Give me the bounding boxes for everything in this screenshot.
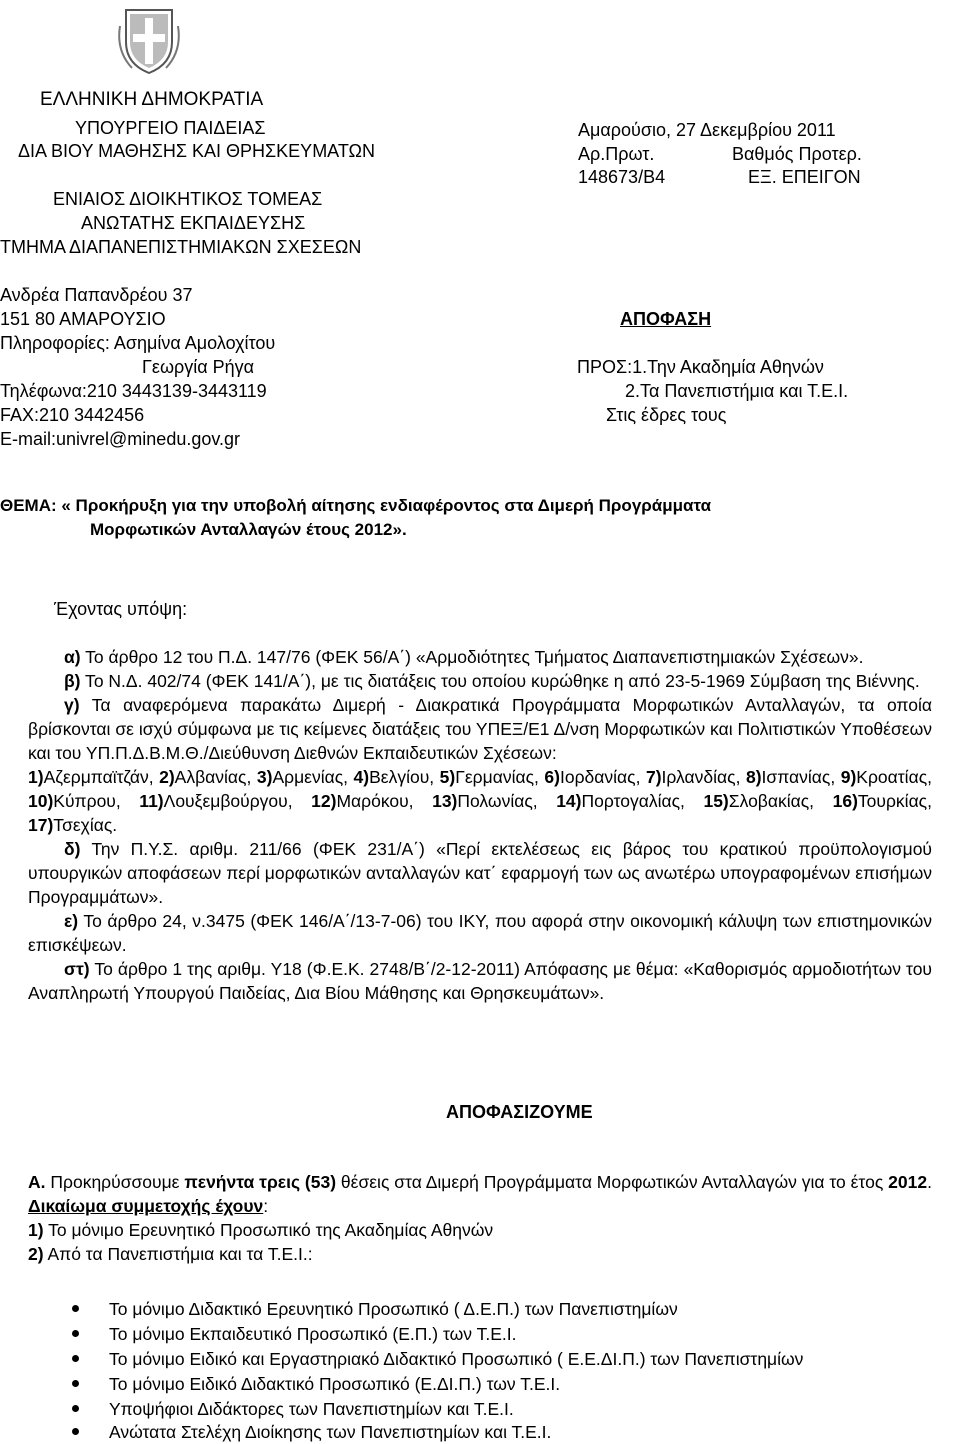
coat-of-arms-icon bbox=[118, 6, 180, 76]
date-line: Αμαρούσιο, 27 Δεκεμβρίου 2011 bbox=[578, 120, 836, 140]
bullet-item: Το μόνιμο Διδακτικό Ερευνητικό Προσωπικό ( Δ.Ε.Π.) των Πανεπιστημίων bbox=[72, 1297, 678, 1321]
country-name: Πολωνίας, bbox=[457, 791, 557, 811]
eligibility-item-2: 2) Από τα Πανεπιστήμια και τα Τ.Ε.Ι.: bbox=[28, 1244, 313, 1264]
bullet-item: Υποψήφιοι Διδάκτορες των Πανεπιστημίων και Τ.Ε.Ι. bbox=[72, 1397, 514, 1421]
subject-line-1: ΘΕΜΑ: « Προκήρυξη για την υποβολή αίτησης ενδιαφέροντος στα Διμερή Προγράμματα bbox=[0, 496, 712, 515]
bullet-item: Το μόνιμο Εκπαιδευτικό Προσωπικό (Ε.Π.) των Τ.Ε.Ι. bbox=[72, 1322, 517, 1346]
country-name: Μαρόκου, bbox=[336, 791, 433, 811]
priority-label: Βαθμός Προτερ. bbox=[732, 144, 862, 164]
ministry-line-2: ΔΙΑ ΒΙΟΥ ΜΑΘΗΣΗΣ ΚΑΙ ΘΡΗΣΚΕΥΜΑΤΩΝ bbox=[18, 141, 375, 161]
phones-line: Τηλέφωνα:210 3443139-3443119 bbox=[0, 381, 267, 401]
item-f: στ) Το άρθρο 1 της αριθμ. Υ18 (Φ.Ε.Κ. 2748/Β΄/2-12-2011) Απόφασης με θέμα: «Καθορισμός αρμοδιοτήτων του Αναπληρωτή Υπουργού Παιδείας, Δια Βίου Μάθησης και Θρησκευμάτων». bbox=[28, 959, 932, 1003]
country-number: 1) bbox=[28, 767, 44, 787]
postal-line: 151 80 ΑΜΑΡΟΥΣΙΟ bbox=[0, 309, 166, 329]
department-line: ΤΜΗΜΑ ΔΙΑΠΑΝΕΠΙΣΤΗΜΙΑΚΩΝ ΣΧΕΣΕΩΝ bbox=[0, 237, 362, 257]
country-number: 6) bbox=[544, 767, 560, 787]
country-number: 2) bbox=[159, 767, 175, 787]
republic-title: ΕΛΛΗΝΙΚΗ ΔΗΜΟΚΡΑΤΙΑ bbox=[40, 89, 264, 110]
country-name: Πορτογαλίας, bbox=[581, 791, 704, 811]
country-name: Γερμανίας, bbox=[455, 767, 545, 787]
info-line: Πληροφορίες: Ασημίνα Αμολοχίτου bbox=[0, 333, 276, 353]
bullet-icon bbox=[72, 1330, 79, 1337]
country-number: 17) bbox=[28, 815, 54, 835]
eligibility-item-1: 1) Το μόνιμο Ερευνητικό Προσωπικό της Ακαδημίας Αθηνών bbox=[28, 1220, 494, 1240]
country-number: 4) bbox=[353, 767, 370, 787]
bullet-icon bbox=[72, 1355, 79, 1362]
recipient-3: Στις έδρες τους bbox=[606, 405, 727, 425]
country-name: Αζερμπαϊτζάν, bbox=[43, 767, 160, 787]
country-name: Αρμενίας, bbox=[272, 767, 354, 787]
country-name: Αλβανίας, bbox=[174, 767, 257, 787]
country-number: 13) bbox=[432, 791, 458, 811]
country-name: Λουξεμβούργου, bbox=[163, 791, 312, 811]
country-number: 8) bbox=[745, 767, 762, 787]
item-c: γ) Τα αναφερόμενα παρακάτω Διμερή - Διακρατικά Προγράμματα Μορφωτικών Ανταλλαγών, τα οποία βρίσκονται σε ισχύ σύμφωνα με τις κείμενες διατάξεις του ΥΠΕΞ/Ε1 Δ/νση Μορφωτικών και Πολιτιστικών Υποθέσεων και του ΥΠ.Π.Δ.Β.Μ.Θ./Διεύθυνση Διεθνών Εκπαιδευτικών Σχέσεων: bbox=[28, 695, 932, 763]
priority-value: ΕΞ. ΕΠΕΙΓΟΝ bbox=[748, 167, 861, 187]
country-name: Τουρκίας, bbox=[857, 791, 932, 811]
country-name: Τσεχίας. bbox=[53, 815, 118, 835]
education-line: ΑΝΩΤΑΤΗΣ ΕΚΠΑΙΔΕΥΣΗΣ bbox=[81, 213, 306, 233]
country-number: 16) bbox=[832, 791, 858, 811]
bullet-item: Το μόνιμο Ειδικό και Εργαστηριακό Διδακτικό Προσωπικό ( Ε.Ε.ΔΙ.Π.) των Πανεπιστημίων bbox=[72, 1347, 803, 1371]
country-name: Ισπανίας, bbox=[761, 767, 841, 787]
bullet-icon bbox=[72, 1380, 79, 1387]
item-b: β) Το Ν.Δ. 402/74 (ΦΕΚ 141/Α΄), με τις διατάξεις του οποίου κυρώθηκε η από 23-5-1969 Σύμβαση της Βιέννης. bbox=[64, 671, 920, 691]
country-name: Ιορδανίας, bbox=[559, 767, 646, 787]
we-decide-heading: ΑΠΟΦΑΣΙΖΟΥΜΕ bbox=[446, 1102, 593, 1122]
ministry-line-1: ΥΠΟΥΡΓΕΙΟ ΠΑΙΔΕΙΑΣ bbox=[75, 118, 266, 138]
fax-line: FAX:210 3442456 bbox=[0, 405, 145, 425]
prot-label: Αρ.Πρωτ. bbox=[578, 144, 655, 164]
bullet-item: Το μόνιμο Ειδικό Διδακτικό Προσωπικό (Ε.ΔΙ.Π.) των Τ.Ε.Ι. bbox=[72, 1372, 560, 1396]
considering-heading: Έχοντας υπόψη: bbox=[54, 599, 188, 619]
considerations-block bbox=[28, 645, 932, 1005]
country-number: 7) bbox=[645, 767, 662, 787]
bullet-icon bbox=[72, 1305, 79, 1312]
prot-number: 148673/Β4 bbox=[578, 167, 666, 187]
country-number: 9) bbox=[840, 767, 857, 787]
country-list bbox=[28, 765, 932, 837]
bullet-icon bbox=[72, 1405, 79, 1412]
country-number: 10) bbox=[28, 791, 54, 811]
section-a: Α. Προκηρύσσουμε πενήντα τρεις (53) θέσεις στα Διμερή Προγράμματα Μορφωτικών Ανταλλαγών για το έτος 2012. Δικαίωμα συμμετοχής έχουν: 1) Το μόνιμο Ερευνητικό Προσωπικό της Ακαδημίας Αθηνών 2) Από τα Πανεπιστήμια και τα Τ.Ε.Ι.: bbox=[28, 1172, 932, 1264]
country-number: 3) bbox=[256, 767, 273, 787]
country-number: 12) bbox=[311, 791, 337, 811]
country-name: Βελγίου, bbox=[369, 767, 440, 787]
sector-line: ΕΝΙΑΙΟΣ ΔΙΟΙΚΗΤΙΚΟΣ ΤΟΜΕΑΣ bbox=[53, 189, 323, 209]
item-d: δ) Την Π.Υ.Σ. αριθμ. 211/66 (ΦΕΚ 231/Α΄) «Περί εκτελέσεως εις βάρος του κρατικού προϋπολογισμού υπουργικών αποφάσεων περί μορφωτικών ανταλλαγών κατ΄ εφαρμογή των ως ανωτέρω υπογραφομένων επισήμων Προγραμμάτων». bbox=[28, 839, 932, 907]
recipient-2: 2.Τα Πανεπιστήμια και Τ.Ε.Ι. bbox=[625, 381, 849, 401]
subject-line-2: Μορφωτικών Ανταλλαγών έτους 2012». bbox=[90, 520, 407, 539]
recipient-1: ΠΡΟΣ:1.Την Ακαδημία Αθηνών bbox=[577, 357, 824, 377]
country-number: 14) bbox=[556, 791, 582, 811]
bullet-icon bbox=[72, 1428, 79, 1435]
country-name: Σλοβακίας, bbox=[728, 791, 833, 811]
address-line: Ανδρέα Παπανδρέου 37 bbox=[0, 285, 193, 305]
bullet-item: Ανώτατα Στελέχη Διοίκησης των Πανεπιστημίων και Τ.Ε.Ι. bbox=[72, 1420, 551, 1444]
country-number: 5) bbox=[439, 767, 456, 787]
eligibility-heading: Δικαίωμα συμμετοχής έχουν: bbox=[28, 1196, 269, 1216]
item-a: α) Το άρθρο 12 του Π.Δ. 147/76 (ΦΕΚ 56/Α΄) «Αρμοδιότητες Τμήματος Διαπανεπιστημιακών Σχέσεων». bbox=[64, 647, 864, 667]
country-name: Κύπρου, bbox=[53, 791, 140, 811]
email-line: E-mail:univrel@minedu.gov.gr bbox=[0, 429, 241, 449]
country-name: Κροατίας, bbox=[856, 767, 932, 787]
country-number: 11) bbox=[139, 791, 164, 811]
decision-title: ΑΠΟΦΑΣΗ bbox=[620, 309, 712, 329]
item-e: ε) Το άρθρο 24, ν.3475 (ΦΕΚ 146/Α΄/13-7-06) του ΙΚΥ, που αφορά στην οικονομική κάλυψη των επιστημονικών επισκέψεων. bbox=[28, 911, 932, 955]
country-name: Ιρλανδίας, bbox=[661, 767, 746, 787]
country-number: 15) bbox=[703, 791, 729, 811]
info-line-2: Γεωργία Ρήγα bbox=[142, 357, 255, 377]
positions-count: πενήντα τρεις (53) bbox=[184, 1172, 337, 1192]
section-a-label: Α. bbox=[28, 1172, 46, 1192]
year: 2012 bbox=[888, 1172, 928, 1192]
